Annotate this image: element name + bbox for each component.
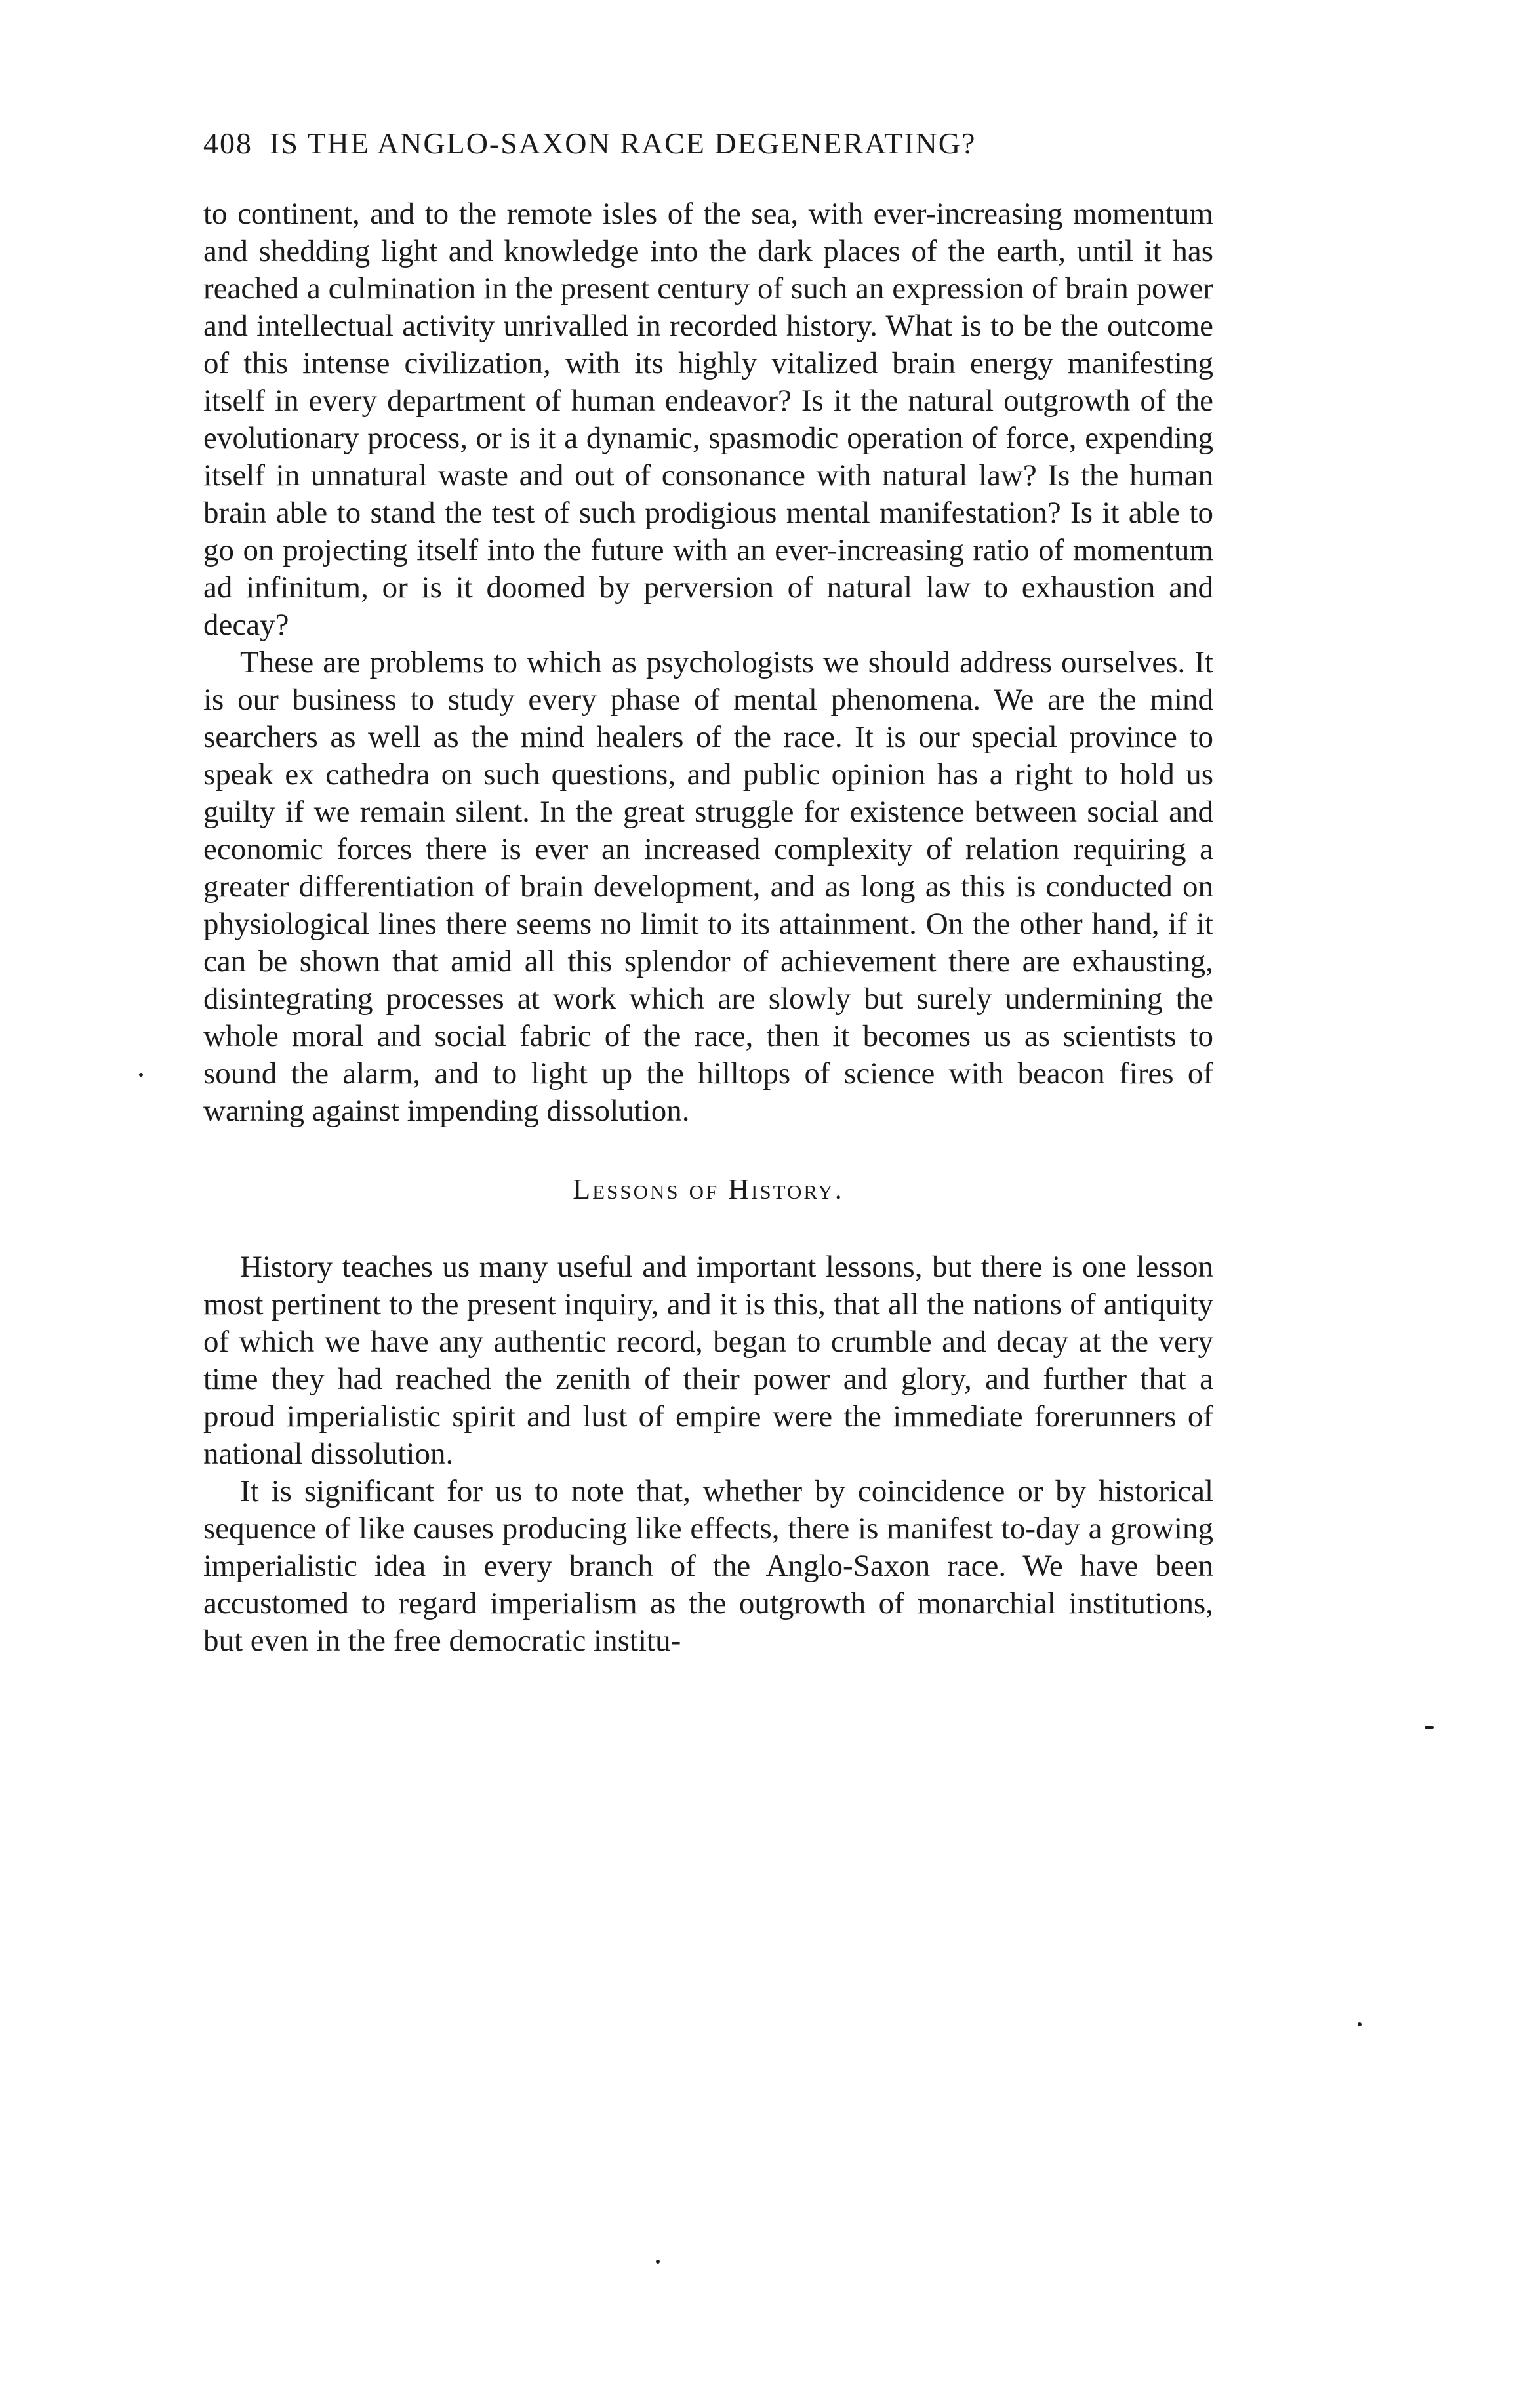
print-speck [1358, 2022, 1362, 2026]
page-number: 408 [203, 127, 253, 160]
body-text [203, 195, 1213, 1660]
section-heading: Lessons of History. [573, 1173, 844, 1205]
print-speck [139, 1073, 143, 1077]
paragraph-continued: to continent, and to the remote isles of the sea, with ever-increasing momentum and shedding light and knowledge into the dark places of the earth, until it has reached a culmination in the present century of such an expression of brain power and intellectual activity unrivalled in recorded history. What is to be the outcome of this intense civilization, with its highly vitalized brain energy manifesting itself in every department of human endeavor? Is it the natural outgrowth of the evolutionary process, or is it a dynamic, spasmodic operation of force, expending itself in unnatural waste and out of consonance with natural law? Is the human brain able to stand the test of such prodigious mental manifestation? Is it able to go on projecting itself into the future with an ever-increasing ratio of momentum ad infinitum, or is it doomed by perversion of natural law to exhaustion and decay? [203, 197, 1213, 642]
running-title: IS THE ANGLO-SAXON RACE DEGENERATING? [270, 127, 977, 160]
paragraph: It is significant for us to note that, whether by coincidence or by historical sequence of like causes producing like effects, there is manifest to-day a growing imperialistic idea in every branch of the Anglo-Saxon race. We have been accustomed to regard imperialism as the outgrowth of monarchial institutions, but even in the free democratic institu- [203, 1474, 1213, 1658]
paragraph: These are problems to which as psychologists we should address ourselves. It is our business to study every phase of mental phenomena. We are the mind searchers as well as the mind healers of the race. It is our special province to speak ex cathedra on such questions, and public opinion has a right to hold us guilty if we remain silent. In the great struggle for existence between social and economic forces there is ever an increased complexity of relation requiring a greater differentiation of brain development, and as long as this is conducted on physiological lines there seems no limit to its attainment. On the other hand, if it can be shown that amid all this splendor of achievement there are exhausting, disintegrating processes at work which are slowly but surely undermining the whole moral and social fabric of the race, then it becomes us as scientists to sound the alarm, and to light up the hilltops of science with beacon fires of warning against impending dissolution. [203, 645, 1213, 1128]
print-speck [656, 2260, 660, 2264]
paragraph: History teaches us many useful and important lessons, but there is one lesson most pertinent to the present inquiry, and it is this, that all the nations of antiquity of which we have any authentic record, began to crumble and decay at the very time they had reached the zenith of their power and glory, and further that a proud imperialistic spirit and lust of empire were the immediate forerunners of national dissolution. [203, 1250, 1213, 1471]
running-head [203, 126, 1213, 161]
print-speck [1425, 1726, 1434, 1729]
